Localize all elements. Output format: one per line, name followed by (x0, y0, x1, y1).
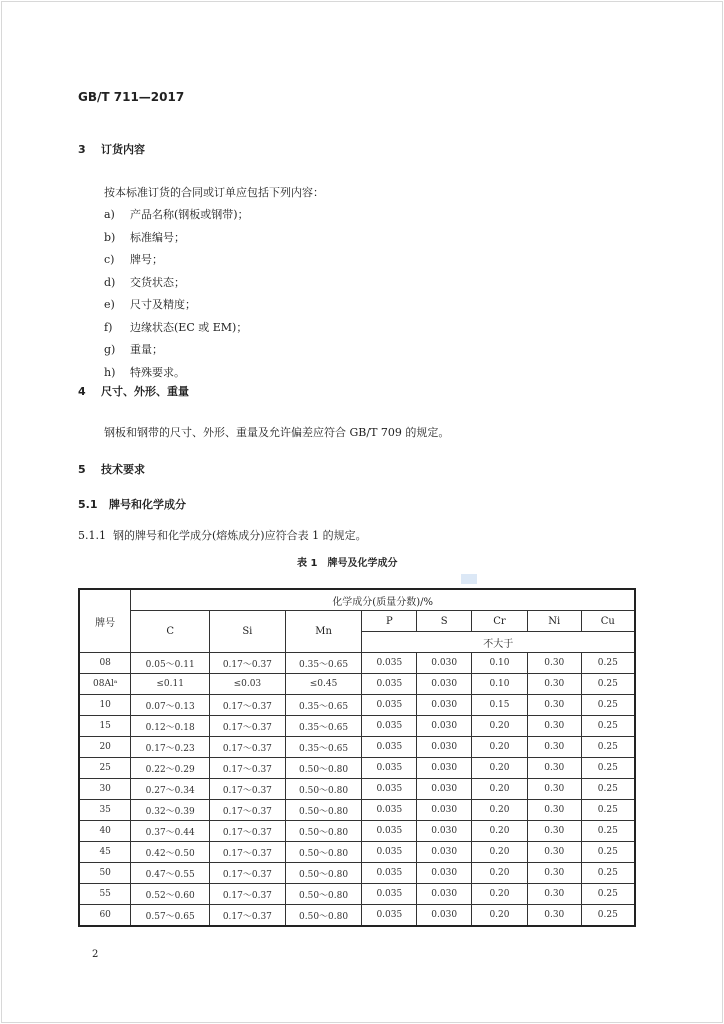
column-header-p: P (362, 611, 417, 632)
table-row (79, 758, 635, 779)
value-cell: 0.035 (362, 863, 417, 884)
list-item-text: 尺寸及精度； (130, 298, 196, 311)
value-cell: 0.30 (527, 653, 581, 674)
value-cell: 0.25 (581, 884, 635, 905)
section-4-heading: 4 尺寸、外形、重量 (78, 385, 189, 398)
value-cell: 0.30 (527, 884, 581, 905)
table-row (79, 800, 635, 821)
list-item-marker: f) (104, 320, 113, 334)
max-label: 不大于 (362, 632, 635, 653)
highlight-mark (461, 574, 477, 584)
value-cell: 0.50～0.80 (285, 779, 362, 800)
value-cell: 0.10 (472, 674, 528, 695)
section-4-paragraph: 钢板和钢带的尺寸、外形、重量及允许偏差应符合 GB/T 709 的规定。 (104, 426, 450, 439)
value-cell: 0.12～0.18 (131, 716, 210, 737)
value-cell: 0.035 (362, 737, 417, 758)
table-row (79, 905, 635, 927)
document-code: GB/T 711—2017 (78, 90, 185, 104)
column-header-cr: Cr (472, 611, 528, 632)
table-row (79, 821, 635, 842)
table-row (79, 695, 635, 716)
list-item-marker: c) (104, 253, 115, 266)
value-cell: 0.035 (362, 653, 417, 674)
grade-cell: 15 (79, 716, 131, 737)
table-row (79, 884, 635, 905)
value-cell: 0.35～0.65 (285, 695, 362, 716)
value-cell: 0.035 (362, 779, 417, 800)
value-cell: 0.30 (527, 842, 581, 863)
table-row (79, 674, 635, 695)
value-cell: 0.17～0.37 (210, 800, 286, 821)
value-cell: 0.20 (472, 716, 528, 737)
value-cell: 0.035 (362, 821, 417, 842)
value-cell: ≤0.11 (131, 674, 210, 695)
value-cell: 0.25 (581, 821, 635, 842)
value-cell: 0.25 (581, 716, 635, 737)
value-cell: 0.17～0.37 (210, 863, 286, 884)
table-row (79, 779, 635, 800)
value-cell: 0.30 (527, 821, 581, 842)
grade-cell: 55 (79, 884, 131, 905)
value-cell: 0.17～0.37 (210, 884, 286, 905)
list-item (104, 366, 185, 380)
value-cell: 0.50～0.80 (285, 863, 362, 884)
value-cell: 0.030 (417, 674, 472, 695)
list-item-text: 牌号； (130, 253, 163, 266)
value-cell: 0.20 (472, 779, 528, 800)
grade-cell: 35 (79, 800, 131, 821)
value-cell: 0.50～0.80 (285, 758, 362, 779)
list-item-text: 边缘状态(EC 或 EM)； (130, 320, 248, 334)
value-cell: 0.030 (417, 758, 472, 779)
grade-cell: 45 (79, 842, 131, 863)
value-cell: 0.22～0.29 (131, 758, 210, 779)
value-cell: 0.035 (362, 758, 417, 779)
value-cell: ≤0.03 (210, 674, 286, 695)
value-cell: 0.30 (527, 800, 581, 821)
value-cell: 0.47～0.55 (131, 863, 210, 884)
value-cell: 0.32～0.39 (131, 800, 210, 821)
value-cell: 0.42～0.50 (131, 842, 210, 863)
value-cell: 0.17～0.37 (210, 758, 286, 779)
value-cell: 0.25 (581, 863, 635, 884)
value-cell: 0.17～0.37 (210, 779, 286, 800)
value-cell: 0.17～0.23 (131, 737, 210, 758)
value-cell: 0.20 (472, 863, 528, 884)
value-cell: 0.57～0.65 (131, 905, 210, 927)
value-cell: 0.25 (581, 905, 635, 927)
value-cell: 0.17～0.37 (210, 695, 286, 716)
value-cell: 0.030 (417, 653, 472, 674)
value-cell: 0.35～0.65 (285, 653, 362, 674)
value-cell: 0.030 (417, 905, 472, 927)
value-cell: 0.30 (527, 716, 581, 737)
chemical-composition-table (78, 588, 636, 927)
list-item-text: 产品名称(钢板或钢带)； (130, 208, 249, 221)
value-cell: 0.20 (472, 884, 528, 905)
value-cell: 0.17～0.37 (210, 653, 286, 674)
grade-cell: 08Alᵃ (79, 674, 131, 695)
value-cell: 0.035 (362, 800, 417, 821)
section-5-heading: 5 技术要求 (78, 463, 145, 476)
value-cell: 0.030 (417, 863, 472, 884)
value-cell: 0.27～0.34 (131, 779, 210, 800)
table-row (79, 737, 635, 758)
list-item-marker: h) (104, 365, 116, 379)
column-header-mn: Mn (285, 611, 362, 653)
value-cell: 0.07～0.13 (131, 695, 210, 716)
value-cell: 0.25 (581, 674, 635, 695)
value-cell: 0.30 (527, 674, 581, 695)
value-cell: 0.035 (362, 716, 417, 737)
section-5-1-heading: 5.1 牌号和化学成分 (78, 498, 186, 511)
value-cell: 0.17～0.37 (210, 842, 286, 863)
value-cell: 0.035 (362, 674, 417, 695)
table-row (79, 653, 635, 674)
value-cell: 0.25 (581, 653, 635, 674)
composition-header: 化学成分(质量分数)/% (131, 589, 635, 611)
value-cell: 0.35～0.65 (285, 737, 362, 758)
grade-cell: 60 (79, 905, 131, 927)
value-cell: 0.30 (527, 758, 581, 779)
value-cell: 0.50～0.80 (285, 800, 362, 821)
value-cell: 0.20 (472, 737, 528, 758)
value-cell: 0.35～0.65 (285, 716, 362, 737)
list-item (104, 253, 163, 267)
value-cell: 0.030 (417, 842, 472, 863)
table-row (79, 863, 635, 884)
page-number: 2 (92, 949, 99, 960)
grade-cell: 20 (79, 737, 131, 758)
value-cell: 0.10 (472, 653, 528, 674)
table-title: 表 1 牌号及化学成分 (297, 558, 398, 569)
column-header-ni: Ni (527, 611, 581, 632)
value-cell: 0.15 (472, 695, 528, 716)
list-item (104, 208, 249, 222)
grade-cell: 08 (79, 653, 131, 674)
list-item-marker: d) (104, 275, 116, 289)
grade-cell: 25 (79, 758, 131, 779)
list-item (104, 321, 247, 335)
value-cell: 0.17～0.37 (210, 821, 286, 842)
value-cell: 0.25 (581, 800, 635, 821)
value-cell: 0.30 (527, 905, 581, 927)
value-cell: 0.30 (527, 695, 581, 716)
value-cell: ≤0.45 (285, 674, 362, 695)
value-cell: 0.50～0.80 (285, 905, 362, 927)
grade-cell: 50 (79, 863, 131, 884)
list-item-text: 交货状态； (130, 275, 185, 289)
value-cell: 0.20 (472, 842, 528, 863)
value-cell: 0.17～0.37 (210, 905, 286, 927)
list-item-marker: g) (104, 343, 116, 356)
value-cell: 0.52～0.60 (131, 884, 210, 905)
list-item-marker: a) (104, 208, 115, 221)
value-cell: 0.030 (417, 695, 472, 716)
value-cell: 0.50～0.80 (285, 842, 362, 863)
value-cell: 0.25 (581, 779, 635, 800)
value-cell: 0.030 (417, 737, 472, 758)
section-3-intro: 按本标准订货的合同或订单应包括下列内容： (104, 186, 324, 199)
value-cell: 0.05～0.11 (131, 653, 210, 674)
grade-cell: 30 (79, 779, 131, 800)
value-cell: 0.25 (581, 758, 635, 779)
value-cell: 0.030 (417, 779, 472, 800)
column-header-c: C (131, 611, 210, 653)
list-item-text: 重量； (130, 343, 163, 356)
list-item-text: 特殊要求。 (130, 365, 185, 379)
value-cell: 0.17～0.37 (210, 737, 286, 758)
grade-cell: 40 (79, 821, 131, 842)
value-cell: 0.17～0.37 (210, 716, 286, 737)
grade-header: 牌号 (79, 589, 131, 653)
value-cell: 0.20 (472, 800, 528, 821)
value-cell: 0.20 (472, 905, 528, 927)
section-3-heading: 3 订货内容 (78, 143, 145, 156)
value-cell: 0.035 (362, 884, 417, 905)
value-cell: 0.50～0.80 (285, 821, 362, 842)
column-header-si: Si (210, 611, 286, 653)
value-cell: 0.25 (581, 695, 635, 716)
value-cell: 0.20 (472, 758, 528, 779)
value-cell: 0.30 (527, 737, 581, 758)
list-item-marker: e) (104, 298, 115, 311)
list-item-text: 标准编号； (130, 230, 185, 244)
grade-cell: 10 (79, 695, 131, 716)
value-cell: 0.030 (417, 716, 472, 737)
list-item (104, 231, 185, 245)
value-cell: 0.035 (362, 695, 417, 716)
section-5-1-1: 5.1.1 钢的牌号和化学成分(熔炼成分)应符合表 1 的规定。 (78, 529, 367, 542)
value-cell: 0.30 (527, 779, 581, 800)
column-header-cu: Cu (581, 611, 635, 632)
list-item-marker: b) (104, 230, 116, 244)
column-header-s: S (417, 611, 472, 632)
value-cell: 0.035 (362, 842, 417, 863)
value-cell: 0.030 (417, 821, 472, 842)
table-row (79, 842, 635, 863)
value-cell: 0.25 (581, 737, 635, 758)
list-item (104, 298, 196, 312)
value-cell: 0.030 (417, 884, 472, 905)
list-item (104, 276, 185, 290)
list-item (104, 343, 163, 357)
value-cell: 0.035 (362, 905, 417, 927)
value-cell: 0.50～0.80 (285, 884, 362, 905)
value-cell: 0.30 (527, 863, 581, 884)
value-cell: 0.25 (581, 842, 635, 863)
value-cell: 0.37～0.44 (131, 821, 210, 842)
value-cell: 0.20 (472, 821, 528, 842)
table-row (79, 716, 635, 737)
value-cell: 0.030 (417, 800, 472, 821)
